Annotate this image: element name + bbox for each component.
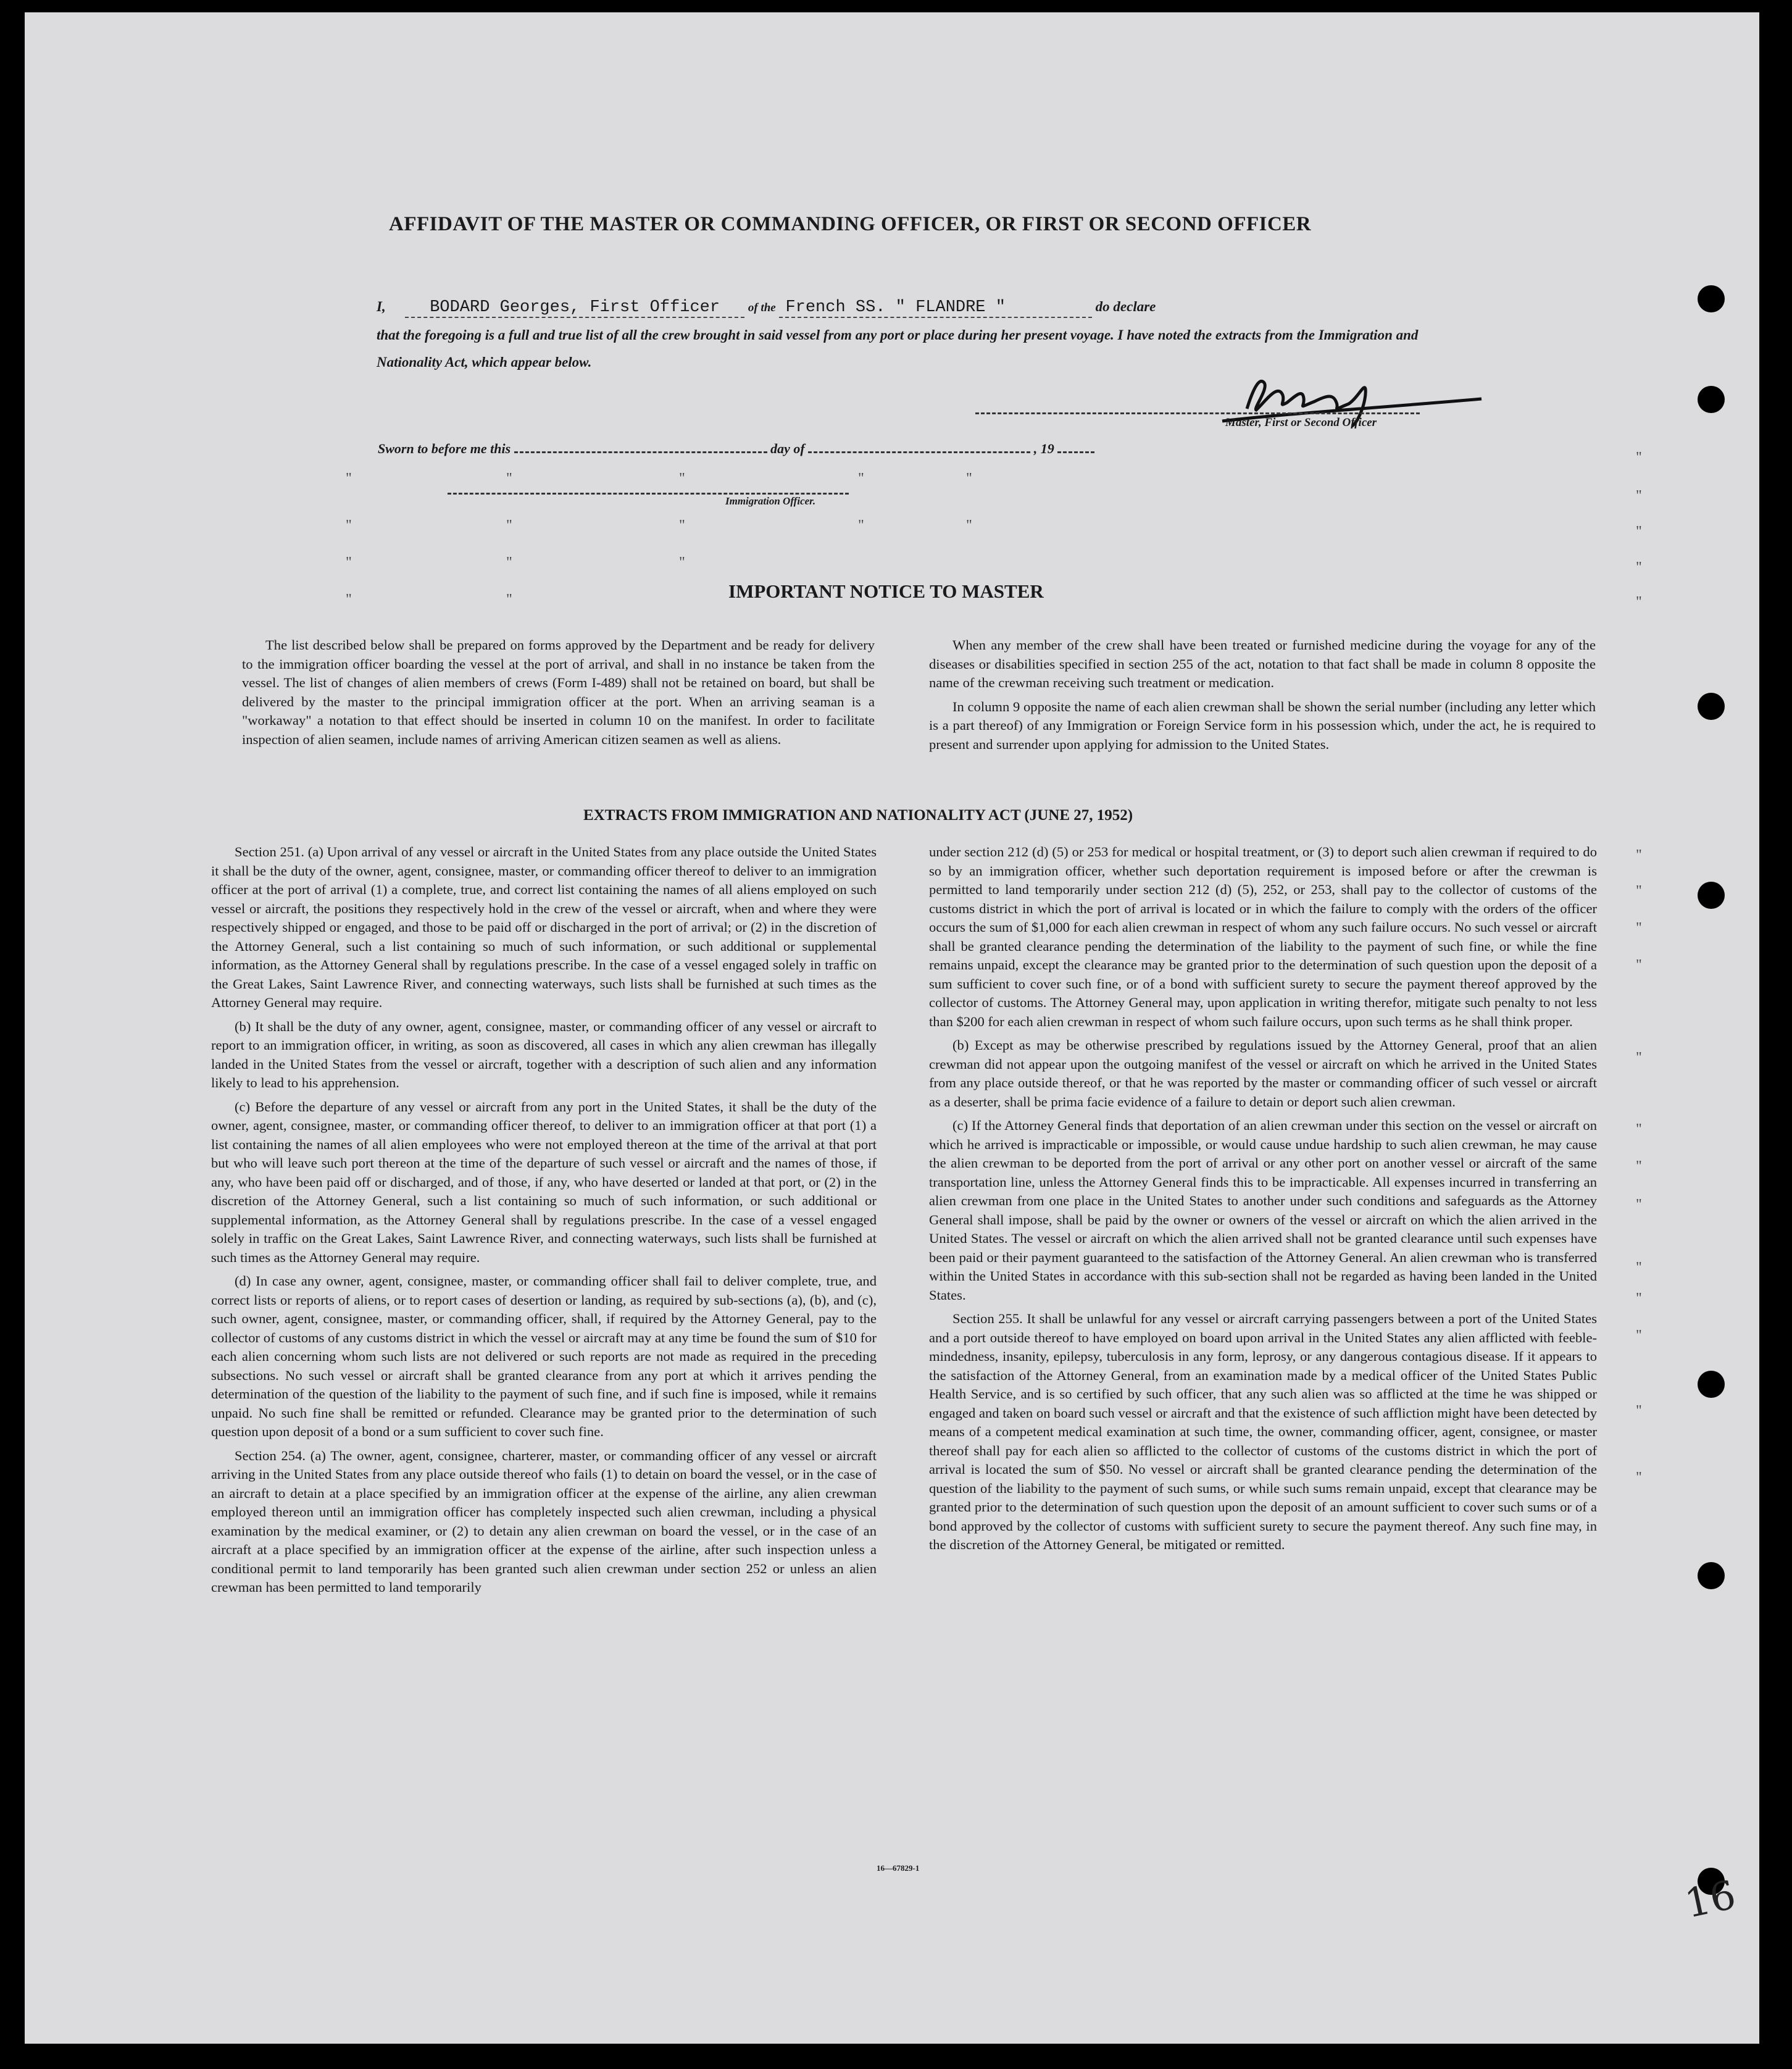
sworn-day-field: [514, 451, 767, 453]
ditto-mark: ": [346, 554, 352, 571]
ditto-mark: ": [1636, 883, 1642, 899]
notice-right-text-2: In column 9 opposite the name of each alien crewman shall be shown the serial number (including any letter which is a part thereof) of any Immigration or Foreign Service form in his possession which, under the act, he is required to present and surrender upon applying for admission to the United States.: [929, 698, 1596, 752]
section-254a: Section 254. (a) The owner, agent, consignee, charterer, master, or commanding officer of any vessel or aircraft arriving in the United States from any place outside thereof who fails (1) to detain on board the vessel, or in the case of an aircraft to detain at a place specified by an immigration officer at the expense of the airline, any alien crewman employed thereon until an immigration officer has completely inspected such alien crewman, including a physical examination by the medical examiner, or (2) to detain any alien crewman on board the vessel, or in the case of an aircraft at a place specified by an immigration officer at the expense of the airline, after such inspection unless a conditional permit to land temporarily has been granted such alien crewman under section 252 or unless an alien crewman has been permitted to land temporarily: [211, 1447, 877, 1595]
year-label: 19: [1040, 441, 1054, 456]
ditto-mark: ": [1636, 1290, 1642, 1306]
ditto-mark: ": [1636, 1158, 1642, 1174]
ditto-mark: ": [346, 517, 352, 533]
section-255: Section 255. It shall be unlawful for any vessel or aircraft carrying passengers between a port of the United States and a port outside thereof to have employed on board upon arrival in the United States any alien afflicted with feeble-mindedness, insanity, epilepsy, tuberculosis in any form, leprosy, or any dangerous contagious disease. If it appears to the satisfaction of the Attorney General, from an examination made by a medical officer of the United States Public Health Service, and is so certified by such officer, that any such alien was so afflicted at the time he was shipped or engaged and taken on board such vessel or aircraft and that the existence of such affliction might have been detected by means of a competent medical examination at such time, the owner, commanding officer, agent, consignee, or master thereof shall pay for each alien so afflicted to the collector of customs of the customs district in which the port of arrival is located the sum of $50. No vessel or aircraft shall be granted clearance pending the determination of the question of the liability to the payment of such sums, or while such sums remain unpaid, except that clearance may be granted prior to the determination of such question upon the deposit of an amount sufficient to cover such sums or of a bond approved by the collector of customs with sufficient surety to secure the payment thereof. Any such fine may, in the discretion of the Attorney General, be mitigated or remitted.: [929, 1311, 1597, 1552]
document-title: AFFIDAVIT OF THE MASTER OR COMMANDING OFFICER, OR FIRST OR SECOND OFFICER: [389, 213, 1312, 235]
immigration-officer-line: [448, 493, 849, 495]
ditto-mark: ": [1636, 449, 1642, 466]
extracts-right-column: [929, 843, 1597, 1560]
vessel-name: French SS. " FLANDRE ": [779, 298, 1091, 318]
extracts-title: EXTRACTS FROM IMMIGRATION AND NATIONALITY ACT (JUNE 27, 1952): [583, 807, 1133, 824]
punch-hole: [1698, 693, 1725, 720]
sworn-month-field: [808, 451, 1030, 453]
punch-hole: [1698, 386, 1725, 413]
ditto-mark: ": [1636, 1469, 1642, 1486]
ditto-mark: ": [1636, 594, 1642, 610]
notice-left-text: The list described below shall be prepared on forms approved by the Department and be ready for delivery to the immigration officer boarding the vessel at the port of arrival, and shall in no instance be taken from the vessel. The list of changes of alien members of crews (Form I-489) shall not be retained on board, but shall be delivered by the master to the principal immigration officer at the port. When an arriving seaman is a "workaway" a notation to that effect should be inserted in column 10 on the manifest. In order to facilitate inspection of alien seamen, include names of arriving American citizen seamen as well as aliens.: [242, 637, 875, 747]
ditto-mark: ": [346, 591, 352, 608]
punch-hole: [1698, 882, 1725, 909]
notice-right-column: [929, 636, 1596, 759]
section-254a-continued: under section 212 (d) (5) or 253 for medical or hospital treatment, or (3) to deport such alien crewman if required to do so by an immigration officer, whether such deportation requirement is imposed before or after the crewman is permitted to land temporarily under section 212 (d) (5), 252, or 253, shall pay to the collector of customs of the customs district in which the port of arrival is located or in which the failure to comply with the orders of the officer occurs the sum of $1,000 for each alien crewman in respect of whom any such failure occurs. No such vessel or aircraft shall be granted clearance pending the determination of the liability to the payment of such fine, or while the fine remains unpaid, except the clearance may be granted prior to the determination of such question upon the deposit of a sum sufficient to cover such fine, or of a bond with sufficient surety to secure the payment thereof approved by the collector of customs. The Attorney General may, upon application in writing therefor, mitigate such penalty to not less than $200 for each alien crewman in respect of whom such failure occurs, upon such terms as he shall think proper.: [929, 844, 1597, 1029]
notice-title: IMPORTANT NOTICE TO MASTER: [728, 580, 1044, 602]
sworn-line: Sworn to before me this day of , 19: [378, 441, 1094, 457]
ditto-mark: ": [1636, 1050, 1642, 1066]
ditto-mark: ": [1636, 559, 1642, 575]
signature-caption: Master, First or Second Officer: [1225, 416, 1377, 429]
officer-name: BODARD Georges, First Officer: [405, 298, 744, 318]
punch-hole: [1698, 1371, 1725, 1398]
ditto-mark: ": [858, 517, 864, 533]
extracts-left-column: [211, 843, 877, 1602]
section-254c: (c) If the Attorney General finds that deportation of an alien crewman under this section on the vessel or aircraft on which he arrived is impracticable or impossible, or would cause undue hardship to such alien crewman, he may cause the alien crewman to be deported from the port of arrival or any other port on another vessel or aircraft of the same transportation line, unless the Attorney General finds this to be impracticable. All expenses incurred in transferring an alien crewman from one place in the United States to another under such conditions and safeguards as the Attorney General shall impose, shall be paid by the owner or owners of the vessel or aircraft on which the alien arrived in the United States. The vessel or aircraft on which the alien arrived shall not be granted clearance until such expenses have been paid or their payment guaranteed to the satisfaction of the Attorney General. An alien crewman who is transferred within the United States in accordance with this sub-section shall not be regarded as having been landed in the United States.: [929, 1118, 1597, 1303]
immigration-officer-caption: Immigration Officer.: [725, 495, 816, 507]
notice-right-text-1: When any member of the crew shall have been treated or furnished medicine during the voyage for any of the diseases or disabilities specified in section 255 of the act, notation to that fact shall be made in column 8 opposite the name of the crewman receiving such treatment or medication.: [929, 637, 1596, 690]
ditto-mark: ": [679, 470, 685, 487]
ditto-mark: ": [346, 470, 352, 487]
of-the-label: of the: [748, 301, 776, 314]
ditto-mark: ": [1636, 1403, 1642, 1419]
notice-left-column: [242, 636, 875, 754]
section-251b: (b) It shall be the duty of any owner, agent, consignee, master, or commanding officer of any vessel or aircraft to report to an immigration officer, in writing, as soon as discovered, all cases in which any alien crewman has illegally landed in the United States from the vessel or aircraft, together with a description of such alien and any information likely to lead to his apprehension.: [211, 1018, 877, 1090]
ditto-mark: ": [1636, 1260, 1642, 1276]
section-251a: Section 251. (a) Upon arrival of any vessel or aircraft in the United States from any place outside the United States it shall be the duty of the owner, agent, consignee, master, or commanding officer thereof to deliver to an immigration officer at the port of arrival (1) a complete, true, and correct list containing the names of all aliens employed on such vessel or aircraft, the positions they respectively hold in the crew of the vessel or aircraft, when and where they were respectively shipped or engaged, and those to be paid off or discharged in the port of arrival; or (2) in the discretion of the Attorney General, such a list containing so much of such information, or such additional or supplemental information, as the Attorney General shall by regulations prescribe. In the case of a vessel engaged solely in traffic on the Great Lakes, Saint Lawrence River, and connecting waterways, such lists shall be furnished at such times as the Attorney General may require.: [211, 844, 877, 1010]
ditto-mark: ": [506, 470, 512, 487]
ditto-mark: ": [506, 517, 512, 533]
day-of-label: day of: [770, 441, 805, 456]
section-251d: (d) In case any owner, agent, consignee, master, or commanding officer shall fail to deliver complete, true, and correct lists or reports of aliens, or to report cases of desertion or landing, as required by sub-sections (a), (b), and (c), such owner, agent, consignee, master, or commanding officer, shall, if required by the Attorney General, pay to the collector of customs of any customs district in which the vessel or aircraft may at any time be found the sum of $10 for each alien concerning whom such lists are not delivered or such reports are not made as required in the preceding subsections. No such vessel or aircraft shall be granted clearance from any port at which it arrives pending the determination of the question of the liability to the payment of such fine, and if such fine is imposed, while it remains unpaid. No such fine shall be remitted or refunded. Clearance may be granted prior to the determination of such question upon deposit of a bond or a sum sufficient to cover such fine.: [211, 1273, 877, 1439]
declaration: [377, 293, 1457, 376]
section-254b: (b) Except as may be otherwise prescribed by regulations issued by the Attorney General, proof that an alien crewman did not appear upon the outgoing manifest of the vessel or aircraft on which he arrived in the United States from any place outside thereof, or that he was reported by the master or commanding officer of such vessel or aircraft as a deserter, shall be prima facie evidence of a failure to detain or deport such alien crewman.: [929, 1037, 1597, 1110]
ditto-mark: ": [679, 554, 685, 571]
do-declare-label: do declare: [1095, 299, 1156, 314]
ditto-mark: ": [1636, 488, 1642, 504]
form-number: 16—67829-1: [877, 1863, 920, 1873]
ditto-mark: ": [679, 517, 685, 533]
ditto-mark: ": [966, 470, 972, 487]
sworn-year-field: [1057, 451, 1094, 453]
punch-hole: [1698, 1562, 1725, 1589]
ditto-mark: ": [966, 517, 972, 533]
ditto-mark: ": [506, 554, 512, 571]
ditto-mark: ": [1636, 1327, 1642, 1344]
ditto-mark: ": [1636, 1121, 1642, 1137]
section-251c: (c) Before the departure of any vessel or aircraft from any port in the United States, it shall be the duty of the owner, agent, consignee, master, or commanding officer thereof, to deliver to an immigration officer at that port (1) a list containing the names of all alien employees who were not employed thereon at the time of the arrival at that port but who will leave such port thereon at the time of the departure of such vessel or aircraft and the names of those, if any, who have been paid off or discharged, and of those, if any, who have deserted or landed at that port, or (2) in the discretion of the Attorney General, such a list containing so much of such information, or such additional or supplemental information, as the Attorney General shall by regulations prescribe. In the case of a vessel engaged solely in traffic on the Great Lakes, Saint Lawrence River, and connecting waterways, such lists shall be furnished at such times as the Attorney General may require.: [211, 1098, 877, 1265]
ditto-mark: ": [1636, 524, 1642, 540]
ditto-mark: ": [1636, 957, 1642, 973]
sworn-label: Sworn to before me this: [378, 441, 511, 456]
punch-hole: [1698, 285, 1725, 312]
declaration-body: that the foregoing is a full and true list of all the crew brought in said vessel from any port or place during her present voyage. I have noted the extracts from the Immigration and Nationality Act, which appear below.: [377, 327, 1419, 370]
ditto-mark: ": [1636, 847, 1642, 863]
ditto-mark: ": [1636, 920, 1642, 936]
signature-line: [975, 412, 1420, 414]
page-number-handwritten: 16: [1681, 1872, 1740, 1928]
ditto-mark: ": [858, 470, 864, 487]
declaration-prefix: I,: [377, 299, 386, 314]
ditto-mark: ": [1636, 1197, 1642, 1213]
ditto-mark: ": [506, 591, 512, 608]
